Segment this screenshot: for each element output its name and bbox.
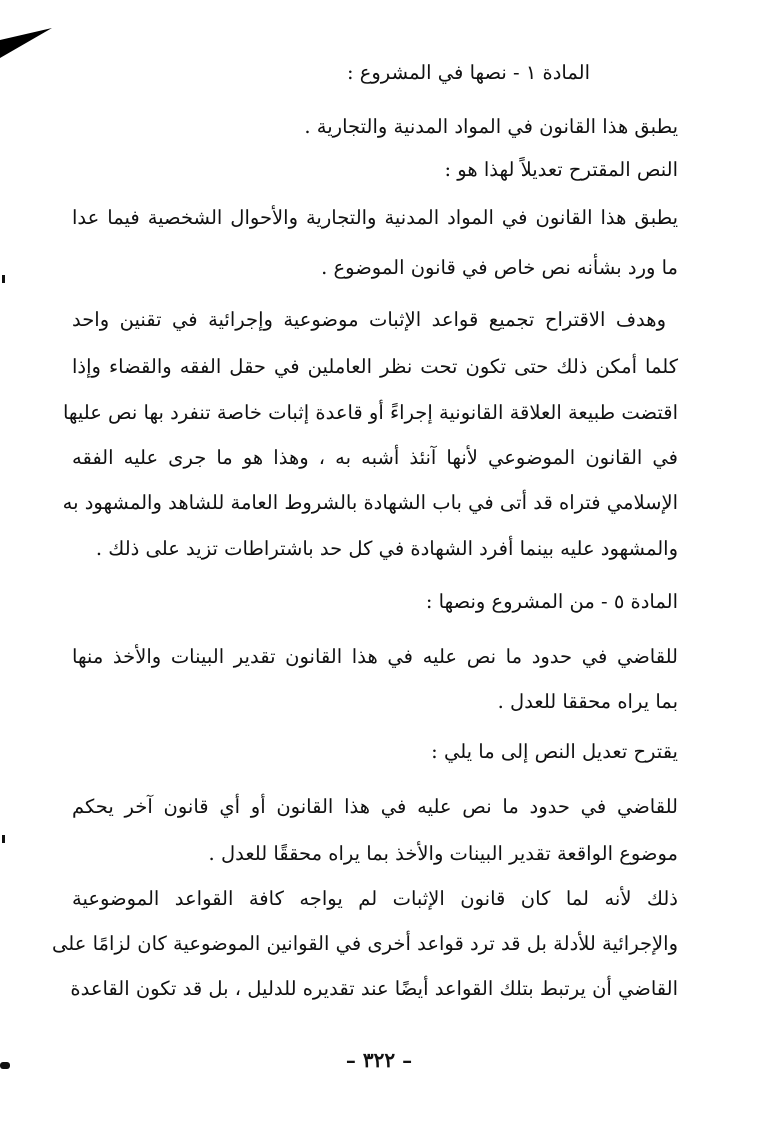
text-line: اقتضت طبيعة العلاقة القانونية إجراءً أو قاعدة إثبات خاصة تنفرد بها نص عليها xyxy=(62,401,678,424)
text-line: ذلك لأنه لما كان قانون الإثبات لم يواجه كافة القواعد الموضوعية xyxy=(72,887,678,910)
text-line: موضوع الواقعة تقدير البينات والأخذ بما يراه محققًا للعدل . xyxy=(208,842,678,865)
text-line: للقاضي في حدود ما نص عليه في هذا القانون أو أي قانون آخر يحكم xyxy=(72,795,678,818)
text-line: بما يراه محققا للعدل . xyxy=(497,690,678,713)
text-line: الإسلامي فتراه قد أتى في باب الشهادة بالشروط العامة للشاهد والمشهود به xyxy=(62,491,678,514)
article-5-heading: المادة ٥ - من المشروع ونصها : xyxy=(425,590,678,613)
scan-edge-mark xyxy=(2,835,5,843)
text-line: يقترح تعديل النص إلى ما يلي : xyxy=(431,740,678,763)
text-line: كلما أمكن ذلك حتى تكون تحت نظر العاملين في حقل الفقه والقضاء وإذا xyxy=(72,355,678,378)
text-line: يطبق هذا القانون في المواد المدنية والتجارية والأحوال الشخصية فيما عدا xyxy=(72,206,678,229)
text-line: النص المقترح تعديلاً لهذا هو : xyxy=(444,158,678,181)
scan-edge-mark xyxy=(2,275,5,283)
text-line: ما ورد بشأنه نص خاص في قانون الموضوع . xyxy=(321,256,678,279)
text-line: والمشهود عليه بينما أفرد الشهادة في كل حد باشتراطات تزيد على ذلك . xyxy=(95,537,678,560)
text-line: القاضي أن يرتبط بتلك القواعد أيضًا عند تقديره للدليل ، بل قد تكون القاعدة xyxy=(70,977,678,1000)
page-number: – ٣٢٢ – xyxy=(345,1048,413,1072)
article-1-heading: المادة ١ - نصها في المشروع : xyxy=(346,61,590,84)
text-line: وهدف الاقتراح تجميع قواعد الإثبات موضوعية وإجرائية في تقنين واحد xyxy=(72,308,666,331)
scan-corner-mark xyxy=(0,0,60,64)
text-line: للقاضي في حدود ما نص عليه في هذا القانون تقدير البينات والأخذ منها xyxy=(72,645,678,668)
text-line: في القانون الموضوعي لأنها آنئذ أشبه به ، وهذا هو ما جرى عليه الفقه xyxy=(72,446,678,469)
text-line: والإجرائية للأدلة بل قد ترد قواعد أخرى في القوانين الموضوعية كان لزامًا على xyxy=(52,932,678,955)
text-line: يطبق هذا القانون في المواد المدنية والتجارية . xyxy=(304,115,678,138)
